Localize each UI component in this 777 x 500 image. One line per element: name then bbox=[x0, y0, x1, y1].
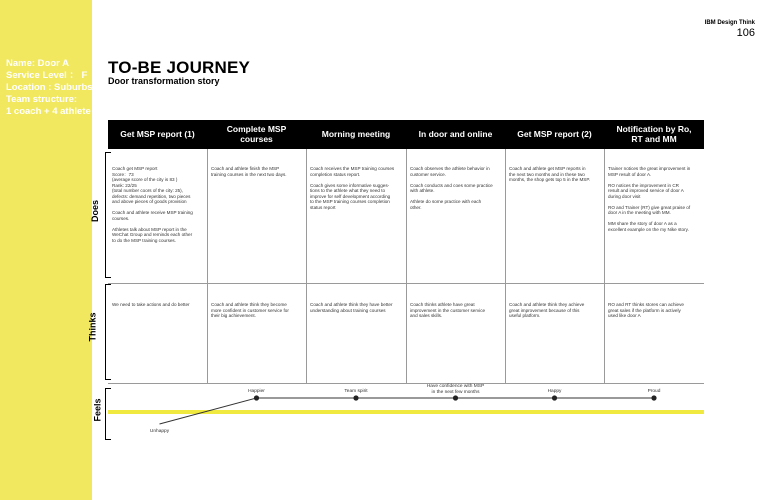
does-text: Coach receives the MSP training courses completion status report. bbox=[310, 166, 395, 177]
column-header: Get MSP report (1) bbox=[120, 128, 195, 139]
emotion-label: Have confidence with MSP in the next few months bbox=[426, 384, 485, 395]
thinks-cell: Coach and athlete think they achieve great improvement because of this useful platform. bbox=[509, 302, 585, 318]
team-structure: Team structure: bbox=[6, 94, 78, 105]
does-text: MM share the story of door A as a excellent example on the my Nike story. bbox=[608, 221, 689, 232]
row-label-thinks: Thinks bbox=[87, 312, 98, 342]
does-text: Coach conducts and coes some practice with athlete. bbox=[410, 182, 493, 193]
page-subtitle: Door transformation story bbox=[108, 76, 220, 86]
thinks-cell: Coach and athlete think they have better understanding about training courses bbox=[310, 302, 393, 313]
does-text: Coach and athlete receive MSP training courses. bbox=[112, 210, 193, 221]
does-text: Coach and athlete get MSP reports in the next two months and in these two months, the shop gets top 5 in the MSP. bbox=[509, 166, 591, 182]
does-text: Coach observes the athlete behavior in customer service. bbox=[410, 166, 490, 177]
row-label-does: Does bbox=[90, 199, 101, 223]
does-text: Coach get MSP report Score：73 (average score of the city is 83 ) Rank: 22/25 (total number coors of the city: 25), defects: demand repetition, two pieces and above pieces of goods provision bbox=[112, 166, 191, 204]
emotion-segment bbox=[160, 398, 257, 424]
door-name: Name: Door A bbox=[6, 58, 69, 69]
emotion-label: Proud bbox=[647, 389, 661, 394]
column-header: Morning meeting bbox=[321, 128, 391, 139]
does-text: Coach and athlete finish the MSP training courses in the next two days. bbox=[211, 166, 287, 177]
emotion-point bbox=[254, 395, 259, 400]
does-text: Trainer notices the great improvement in MSP result of door A. bbox=[608, 166, 691, 177]
service-level: Service Level ： F bbox=[6, 70, 88, 81]
does-text: Coach gives some informative sugges- tions to the athlete what they need to improve for self development according to the MSP training courses completion status report bbox=[310, 182, 391, 210]
row-label-feels: Feels bbox=[92, 398, 103, 422]
emotion-label: Happy bbox=[547, 389, 562, 394]
emotion-point bbox=[453, 395, 458, 400]
does-text: Athlete do some practice with each other. bbox=[410, 199, 482, 210]
thinks-cell: We need to take actions and do better bbox=[112, 302, 190, 307]
emotion-label: Team spirit bbox=[344, 389, 368, 394]
emotion-point bbox=[353, 395, 358, 400]
thinks-cell: Coach and athlete think they become more confident in customer service for their big achievement. bbox=[211, 302, 289, 318]
emotion-point bbox=[552, 395, 557, 400]
does-text: Athletes talk about MSP report in the WeChat Group and reminds each other to do the MSP training courses. bbox=[112, 226, 193, 243]
location: Location : Suburbs bbox=[6, 82, 93, 93]
column-header: Notification by Ro, RT and MM bbox=[616, 124, 692, 144]
emotion-point bbox=[651, 395, 656, 400]
emotion-label: Happier bbox=[248, 389, 265, 394]
brand-label: IBM Design Think bbox=[704, 20, 755, 26]
emotion-label: Unhappy bbox=[149, 429, 170, 434]
column-header: In door and online bbox=[418, 128, 493, 139]
does-text: RO and Trainer (RT) give great praise of door A in the meeting with MM. bbox=[608, 204, 691, 215]
thinks-cell: Coach thinks athlete have great improvement in the customer service and sales skills. bbox=[410, 302, 486, 318]
page-number: 106 bbox=[736, 27, 755, 39]
does-text: RO notices the improvement in CR result and improved service of door A during door visit bbox=[608, 182, 684, 199]
column-header: Complete MSP courses bbox=[226, 124, 287, 144]
team-detail: 1 coach + 4 athlete bbox=[6, 106, 91, 117]
column-header: Get MSP report (2) bbox=[517, 128, 592, 139]
page-title: TO-BE JOURNEY bbox=[108, 58, 251, 77]
thinks-cell: RO and RT thinks stores can achieve great sales if the platform is actively used like door A bbox=[608, 302, 684, 318]
